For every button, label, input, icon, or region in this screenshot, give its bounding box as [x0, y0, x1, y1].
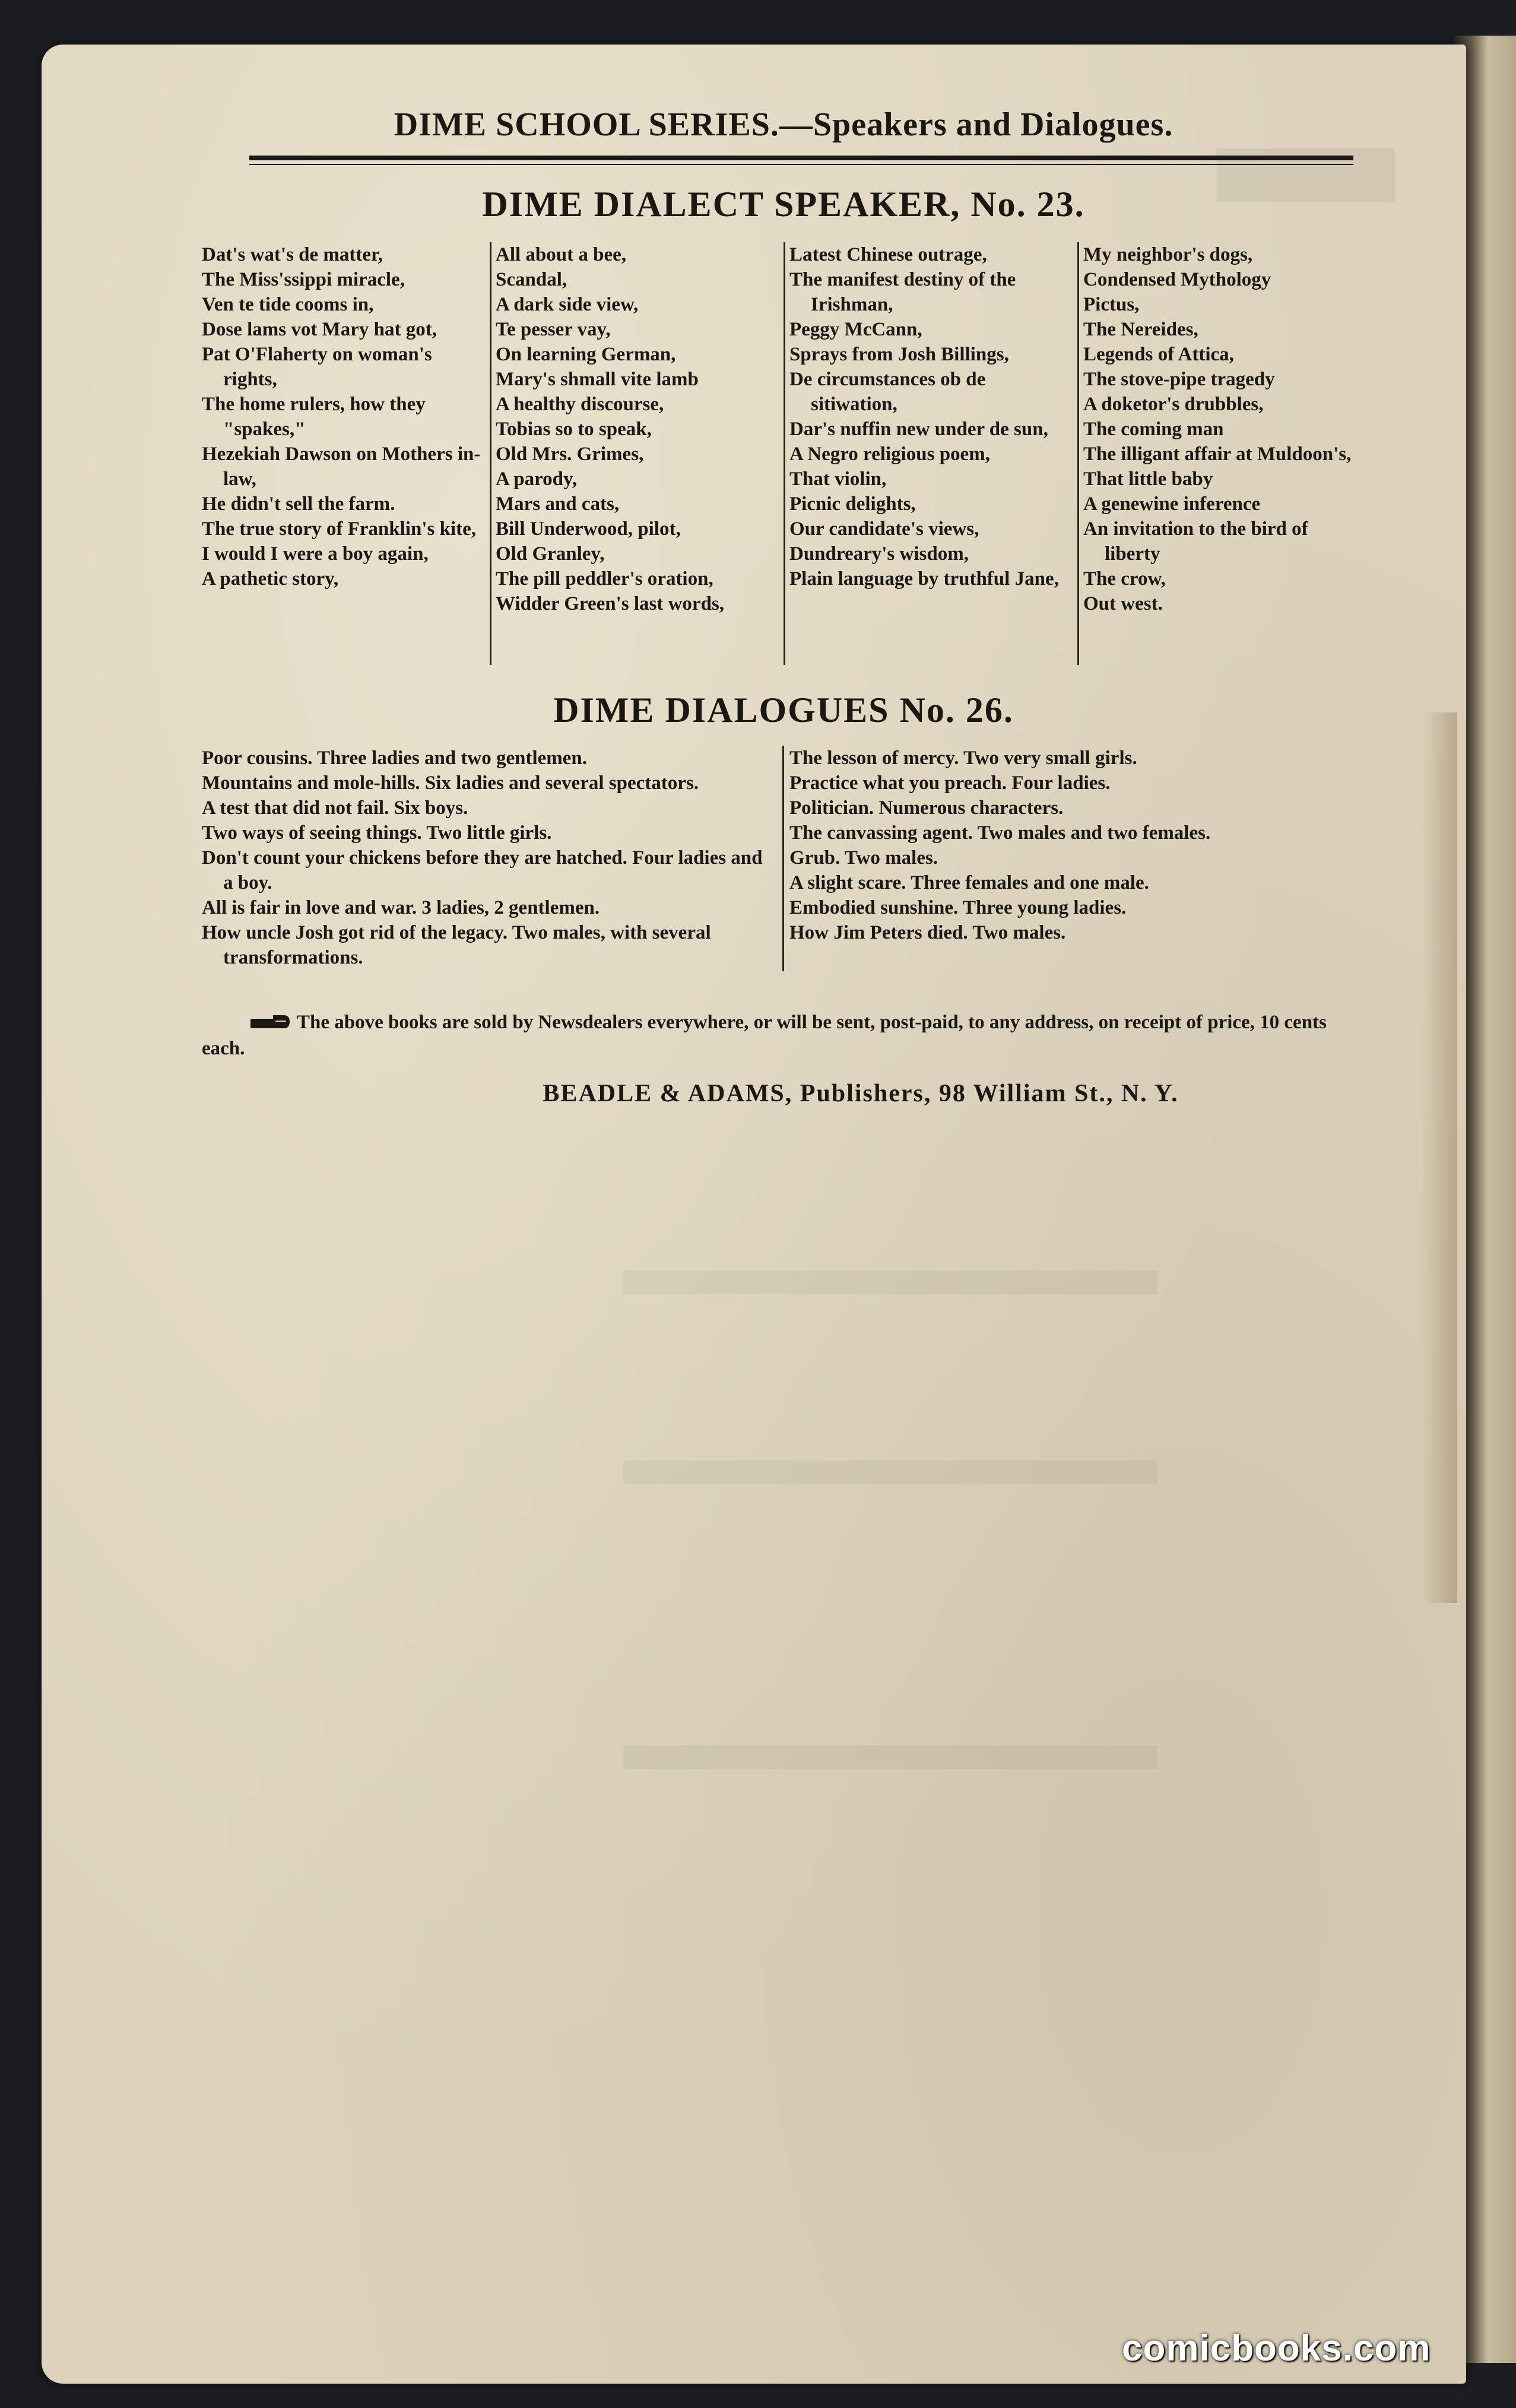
speaker-piece: On learning German, [496, 344, 676, 365]
speaker-piece: Tobias so to speak, [496, 419, 652, 440]
dialogue-entry: The lesson of mercy. Two very small girls. [789, 747, 1137, 769]
speaker-piece: The home rulers, how they "spakes," [202, 394, 426, 440]
speaker-piece: The Nereides, [1083, 319, 1198, 340]
speaker-piece: De circumstances ob de sitiwation, [789, 369, 986, 415]
speaker-title: DIME DIALECT SPEAKER, No. 23. [482, 185, 1085, 224]
speaker-piece: A dark side view, [496, 294, 639, 315]
bleed-through-mark [623, 1460, 1157, 1484]
speaker-piece: Pictus, [1083, 294, 1140, 315]
speaker-column-1 [202, 242, 481, 658]
dialogue-entry: Don't count your chickens before they are hatched. Four ladies and a boy. [202, 847, 763, 894]
dialogue-entry: Grub. Two males. [789, 847, 938, 869]
speaker-piece: Dose lams vot Mary hat got, [202, 319, 437, 340]
speaker-contents [202, 242, 1359, 670]
speaker-piece: Plain language by truthful Jane, [789, 568, 1059, 590]
speaker-piece: Widder Green's last words, [496, 593, 725, 614]
availability-notice [202, 1009, 1341, 1062]
speaker-piece: Our candidate's views, [789, 518, 979, 540]
speaker-piece: Mary's shmall vite lamb [496, 369, 699, 390]
speaker-piece: The Miss'ssippi miracle, [202, 269, 405, 290]
speaker-piece: Dat's wat's de matter, [202, 244, 383, 265]
speaker-piece: Condensed Mythology [1083, 269, 1271, 290]
speaker-piece: Bill Underwood, pilot, [496, 518, 681, 540]
dialogue-entry: How Jim Peters died. Two males. [789, 922, 1066, 943]
dialogues-title: DIME DIALOGUES No. 26. [553, 690, 1014, 730]
publisher-imprint: BEADLE & ADAMS, Publishers, 98 William St., N. Y. [543, 1080, 1179, 1107]
dialogue-entry: Politician. Numerous characters. [789, 797, 1064, 819]
speaker-piece: A genewine inference [1083, 493, 1261, 515]
speaker-piece: An invitation to the bird of liberty [1083, 518, 1308, 565]
speaker-piece: A Negro religious poem, [789, 443, 990, 465]
speaker-column-3 [789, 242, 1068, 658]
speaker-piece: That little baby [1083, 468, 1213, 490]
series-header: DIME SCHOOL SERIES.—Speakers and Dialogues. [394, 106, 1174, 143]
dialogue-entry: A slight scare. Three females and one male. [789, 872, 1149, 894]
speaker-piece: Peggy McCann, [789, 319, 922, 340]
dialogue-entry: Embodied sunshine. Three young ladies. [789, 897, 1127, 918]
dialogue-entry: The canvassing agent. Two males and two females. [789, 822, 1211, 844]
dialogue-entry: A test that did not fail. Six boys. [202, 797, 468, 819]
speaker-piece: Out west. [1083, 593, 1163, 614]
speaker-piece: A parody, [496, 468, 577, 490]
speaker-piece: The coming man [1083, 419, 1224, 440]
speaker-column-4 [1083, 242, 1359, 658]
dialogue-entry: Practice what you preach. Four ladies. [789, 772, 1111, 794]
speaker-piece: Te pesser vay, [496, 319, 611, 340]
dialogue-entry: All is fair in love and war. 3 ladies, 2 gentlemen. [202, 897, 600, 918]
speaker-piece: Latest Chinese outrage, [789, 244, 987, 265]
bleed-through-mark [623, 1270, 1157, 1294]
speaker-piece: Pat O'Flaherty on woman's rights, [202, 344, 432, 390]
speaker-piece: Scandal, [496, 269, 567, 290]
speaker-piece: Old Granley, [496, 543, 605, 565]
speaker-piece: He didn't sell the farm. [202, 493, 395, 515]
page-stain [1422, 712, 1457, 1603]
speaker-piece: Old Mrs. Grimes, [496, 443, 644, 465]
speaker-piece: A healthy discourse, [496, 394, 664, 415]
notice-text: The above books are sold by Newsdealers everywhere, or will be sent, post-paid, to any address, on receipt of price, 10 cents each. [202, 1012, 1327, 1059]
speaker-piece: Mars and cats, [496, 493, 620, 515]
bleed-through-mark [623, 1745, 1157, 1769]
speaker-piece: Ven te tide cooms in, [202, 294, 374, 315]
dialogues-column-2 [789, 746, 1359, 945]
header-rule-thin [249, 164, 1353, 165]
speaker-piece: I would I were a boy again, [202, 543, 429, 565]
speaker-piece: The stove-pipe tragedy [1083, 369, 1275, 390]
speaker-piece: That violin, [789, 468, 887, 490]
header-rule [249, 156, 1353, 160]
speaker-piece: Dar's nuffin new under de sun, [789, 419, 1048, 440]
speaker-piece: Legends of Attica, [1083, 344, 1234, 365]
speaker-piece: Hezekiah Dawson on Mothers in-law, [202, 443, 481, 490]
speaker-piece: A doketor's drubbles, [1083, 394, 1264, 415]
dialogue-entry: Mountains and mole-hills. Six ladies and several spectators. [202, 772, 699, 794]
speaker-piece: Picnic delights, [789, 493, 916, 515]
pointing-hand-icon [249, 1014, 291, 1029]
speaker-piece: The true story of Franklin's kite, [202, 518, 476, 540]
dialogue-entry: Poor cousins. Three ladies and two gentlemen. [202, 747, 588, 769]
speaker-piece: Dundreary's wisdom, [789, 543, 969, 565]
speaker-piece: A pathetic story, [202, 568, 339, 590]
speaker-piece: Sprays from Josh Billings, [789, 344, 1009, 365]
speaker-piece: The manifest destiny of the Irishman, [789, 269, 1016, 315]
site-watermark: comicbooks.com [1122, 2328, 1431, 2369]
dialogues-column-1 [202, 746, 772, 970]
speaker-piece: The pill peddler's oration, [496, 568, 713, 590]
dialogues-contents [202, 746, 1359, 983]
speaker-piece: The illigant affair at Muldoon's, [1083, 443, 1352, 465]
speaker-column-2 [496, 242, 775, 658]
speaker-piece: The crow, [1083, 568, 1166, 590]
speaker-piece: My neighbor's dogs, [1083, 244, 1253, 265]
dialogue-entry: How uncle Josh got rid of the legacy. Two males, with several transformations. [202, 922, 711, 968]
speaker-piece: All about a bee, [496, 244, 627, 265]
dialogue-entry: Two ways of seeing things. Two little girls. [202, 822, 552, 844]
